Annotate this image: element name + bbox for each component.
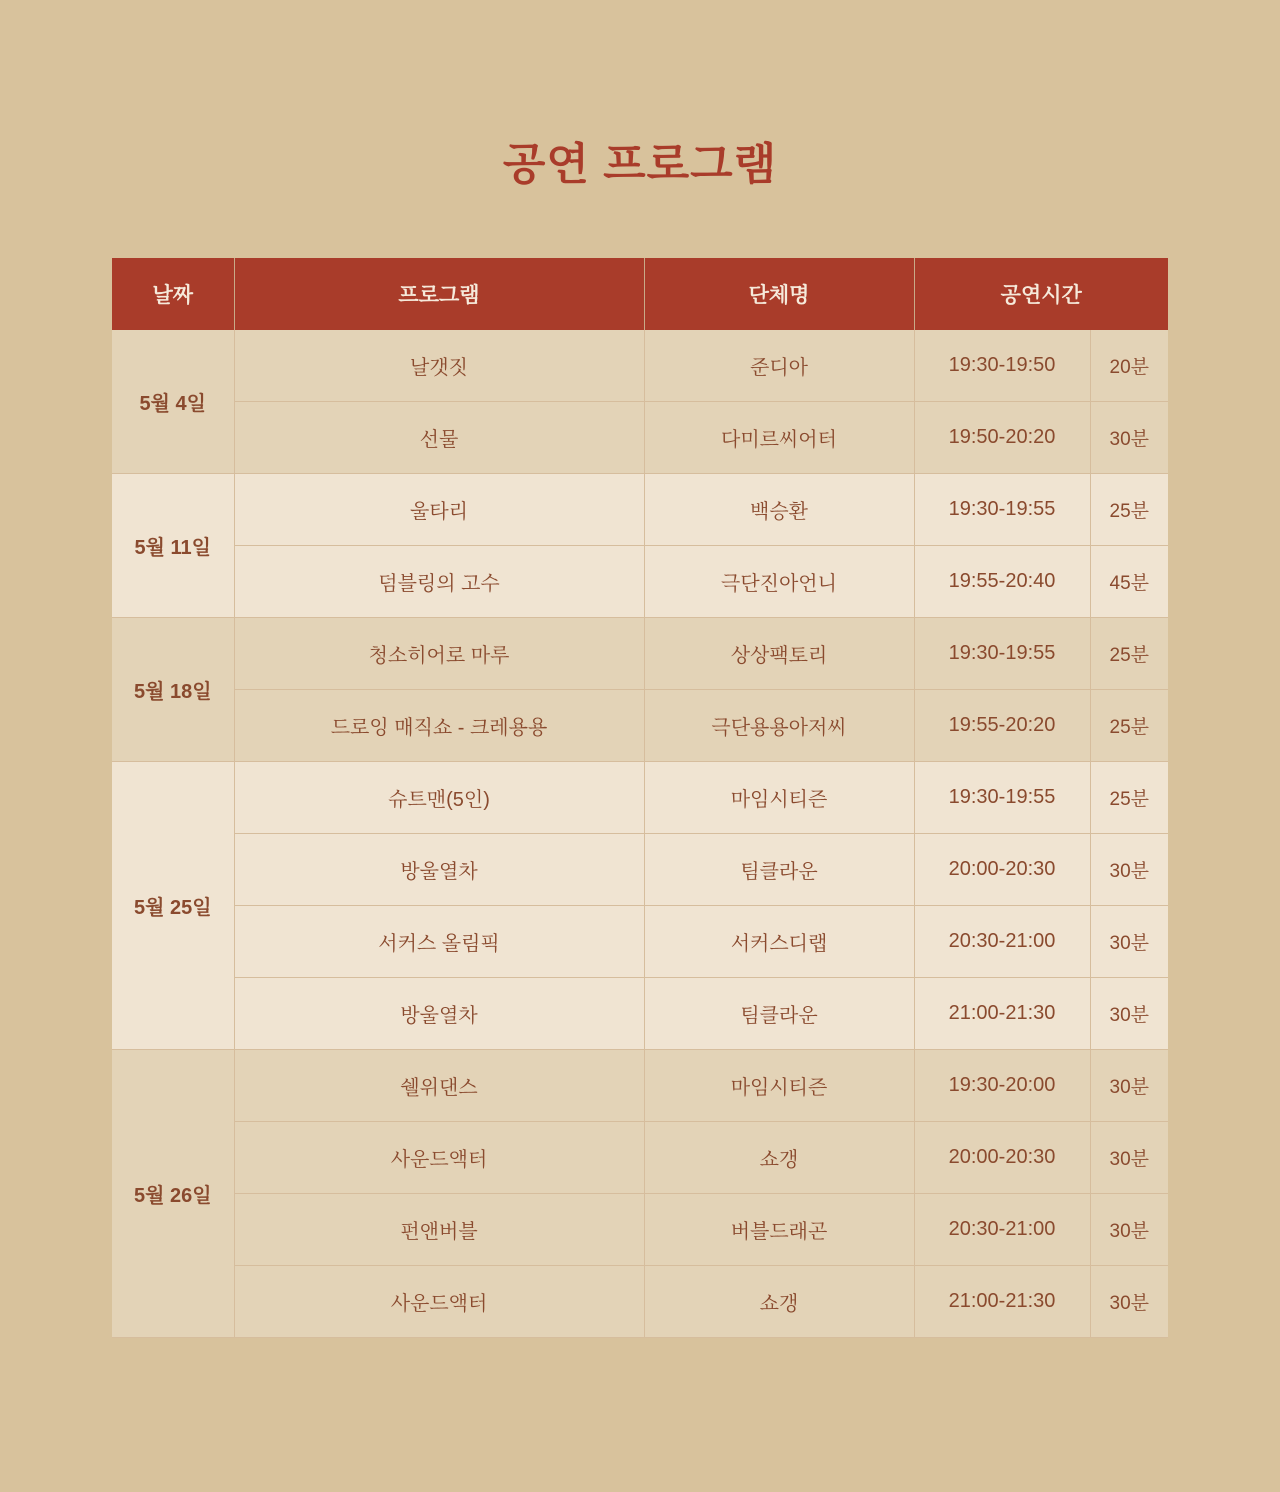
cell-team: 버블드래곤 [644,1194,914,1266]
cell-time: 21:00-21:30 [914,1266,1090,1338]
cell-time: 19:30-19:55 [914,762,1090,834]
cell-duration: 30분 [1090,834,1168,906]
table-header [112,258,1168,330]
cell-duration: 25분 [1090,690,1168,762]
table-row [112,474,1168,546]
cell-program: 사운드액터 [234,1122,644,1194]
cell-team: 극단용용아저씨 [644,690,914,762]
cell-program: 슈트맨(5인) [234,762,644,834]
cell-program: 날갯짓 [234,330,644,402]
cell-time: 20:30-21:00 [914,906,1090,978]
column-header-team: 단체명 [644,258,914,330]
cell-duration: 25분 [1090,762,1168,834]
cell-date: 5월 18일 [112,618,234,762]
table-body [112,330,1168,1338]
cell-time: 20:00-20:30 [914,1122,1090,1194]
cell-team: 서커스디랩 [644,906,914,978]
cell-team: 준디아 [644,330,914,402]
table-row [112,906,1168,978]
cell-duration: 30분 [1090,1194,1168,1266]
cell-duration: 30분 [1090,906,1168,978]
cell-duration: 30분 [1090,402,1168,474]
table-header-row [112,258,1168,330]
cell-program: 방울열차 [234,834,644,906]
schedule-table [112,258,1168,1338]
cell-team: 마임시티즌 [644,1050,914,1122]
column-header-program: 프로그램 [234,258,644,330]
cell-team: 팀클라운 [644,834,914,906]
cell-team: 마임시티즌 [644,762,914,834]
cell-time: 20:30-21:00 [914,1194,1090,1266]
cell-team: 다미르씨어터 [644,402,914,474]
table-row [112,834,1168,906]
cell-time: 19:55-20:20 [914,690,1090,762]
cell-date: 5월 4일 [112,330,234,474]
table-row [112,546,1168,618]
cell-date: 5월 25일 [112,762,234,1050]
cell-team: 팀클라운 [644,978,914,1050]
cell-program: 쉘위댄스 [234,1050,644,1122]
cell-duration: 30분 [1090,978,1168,1050]
cell-time: 19:30-20:00 [914,1050,1090,1122]
cell-program: 방울열차 [234,978,644,1050]
cell-time: 19:50-20:20 [914,402,1090,474]
cell-program: 펀앤버블 [234,1194,644,1266]
cell-program: 드로잉 매직쇼 - 크레용용 [234,690,644,762]
table-row [112,1194,1168,1266]
cell-program: 덤블링의 고수 [234,546,644,618]
cell-team: 상상팩토리 [644,618,914,690]
cell-program: 서커스 올림픽 [234,906,644,978]
cell-duration: 30분 [1090,1266,1168,1338]
cell-duration: 30분 [1090,1122,1168,1194]
table-row [112,690,1168,762]
cell-time: 19:55-20:40 [914,546,1090,618]
cell-team: 쇼갱 [644,1266,914,1338]
cell-time: 20:00-20:30 [914,834,1090,906]
cell-team: 극단진아언니 [644,546,914,618]
table-row [112,330,1168,402]
table-row [112,1050,1168,1122]
cell-program: 선물 [234,402,644,474]
cell-date: 5월 26일 [112,1050,234,1338]
table-row [112,618,1168,690]
cell-time: 19:30-19:55 [914,474,1090,546]
cell-duration: 20분 [1090,330,1168,402]
cell-duration: 25분 [1090,474,1168,546]
table-row [112,1122,1168,1194]
table-row [112,978,1168,1050]
cell-time: 21:00-21:30 [914,978,1090,1050]
cell-team: 백승환 [644,474,914,546]
cell-date: 5월 11일 [112,474,234,618]
cell-time: 19:30-19:55 [914,618,1090,690]
cell-duration: 25분 [1090,618,1168,690]
cell-program: 울타리 [234,474,644,546]
cell-duration: 30분 [1090,1050,1168,1122]
cell-duration: 45분 [1090,546,1168,618]
table-row [112,402,1168,474]
cell-time: 19:30-19:50 [914,330,1090,402]
cell-program: 청소히어로 마루 [234,618,644,690]
cell-program: 사운드액터 [234,1266,644,1338]
page-title: 공연 프로그램 [502,140,778,189]
column-header-time: 공연시간 [914,258,1168,330]
schedule-table-wrapper [112,258,1168,1338]
cell-team: 쇼갱 [644,1122,914,1194]
column-header-date: 날짜 [112,258,234,330]
table-row [112,762,1168,834]
table-row [112,1266,1168,1338]
